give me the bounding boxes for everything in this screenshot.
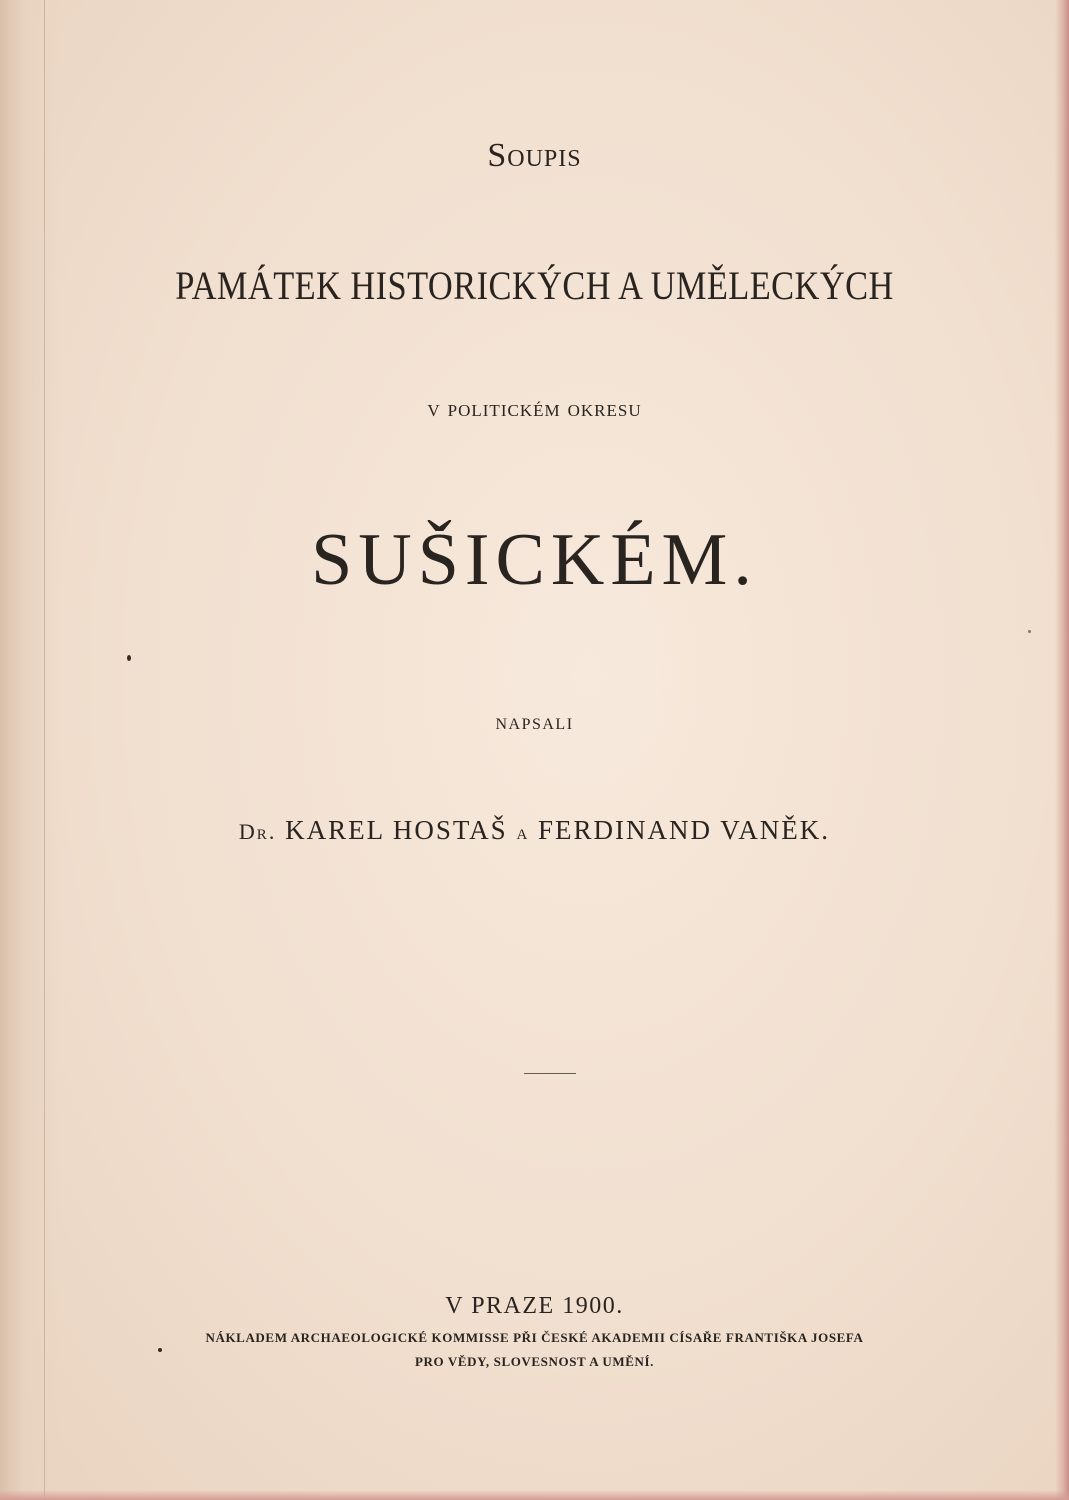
page-bottom-edge — [0, 1490, 1069, 1500]
heading-okresu-text: v politickém okresu — [427, 396, 642, 422]
paper-speck — [158, 1348, 162, 1352]
label-napsali: NAPSALI — [495, 716, 574, 733]
author-connector: a — [516, 819, 530, 844]
imprint-line-2: PRO VĚDY, SLOVESNOST A UMĚNÍ. — [415, 1354, 654, 1369]
page-right-edge — [1055, 0, 1069, 1500]
paper-speck — [1028, 630, 1031, 633]
heading-soupis — [0, 137, 1069, 175]
heading-district: SUŠICKÉM. — [311, 519, 758, 601]
heading-pamatek: PAMÁTEK HISTORICKÝCH A UMĚLECKÝCH — [175, 263, 894, 308]
heading-okresu — [0, 396, 1069, 423]
author-title: Dr. — [238, 819, 277, 844]
divider-rule — [524, 1073, 576, 1074]
binding-fold-line — [44, 0, 45, 1500]
authors-line — [0, 815, 1069, 846]
place-year: V PRAZE 1900. — [445, 1293, 624, 1319]
binding-gutter — [0, 0, 60, 1500]
heading-soupis-text: Soupis — [487, 137, 582, 174]
paper-speck — [127, 655, 131, 661]
author-first: KAREL HOSTAŠ — [285, 815, 508, 845]
imprint-line-1: NÁKLADEM ARCHAEOLOGICKÉ KOMMISSE PŘI ČESKÉ AKADEMII CÍSAŘE FRANTIŠKA JOSEFA — [205, 1330, 864, 1345]
author-second: FERDINAND VANĚK. — [538, 815, 831, 845]
